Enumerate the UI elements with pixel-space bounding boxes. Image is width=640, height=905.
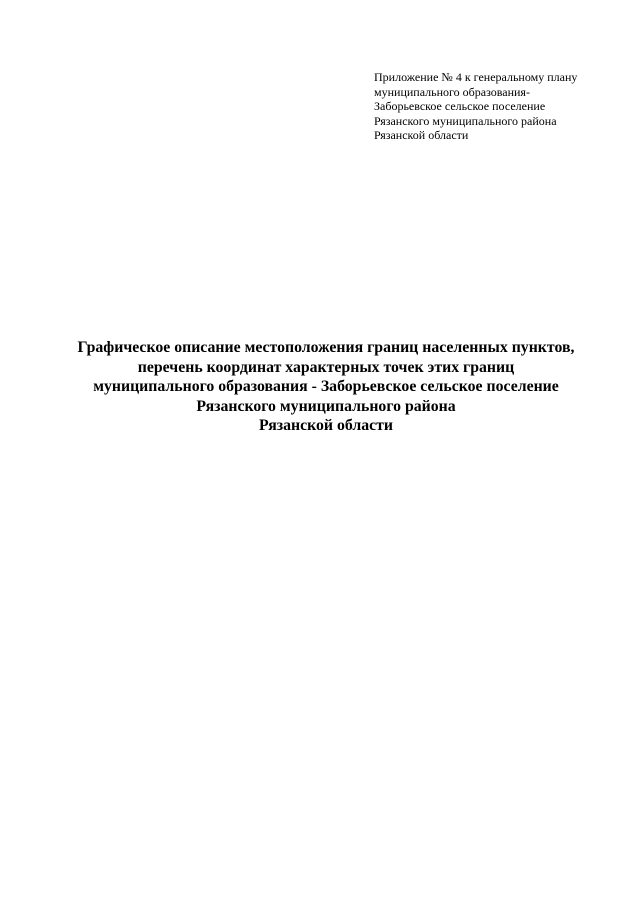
title-line: Графическое описание местоположения границ населенных пунктов, xyxy=(77,339,575,356)
annex-note xyxy=(374,70,624,143)
title-line: Рязанской области xyxy=(258,417,394,434)
document-title xyxy=(40,338,612,436)
title-line: перечень координат характерных точек этих границ xyxy=(137,358,515,376)
annex-line: муниципального образования- xyxy=(374,84,530,99)
annex-line: Рязанской области xyxy=(374,128,469,143)
annex-line: Рязанского муниципального района xyxy=(374,113,557,128)
annex-line: Приложение № 4 к генеральному плану xyxy=(374,70,578,84)
title-line: Рязанского муниципального района xyxy=(196,397,456,415)
title-line: муниципального образования - Заборьевское сельское поселение xyxy=(93,378,559,395)
annex-line: Заборьевское сельское поселение xyxy=(374,99,546,114)
